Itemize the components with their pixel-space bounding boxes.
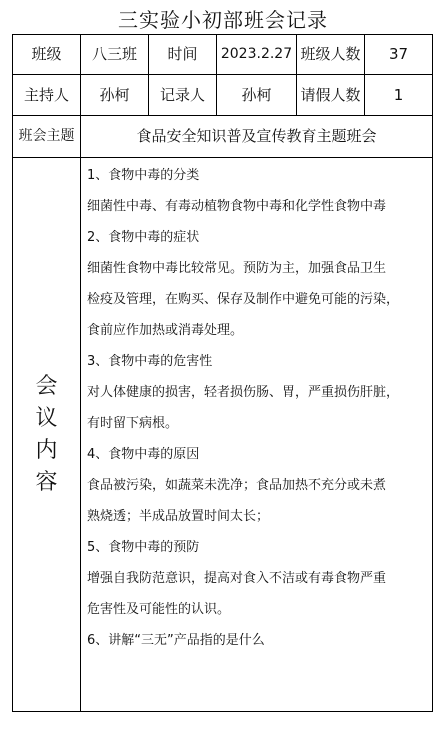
host-value: 孙柯 [81,75,149,116]
class-label: 班级 [13,35,81,75]
class-count-label: 班级人数 [297,35,365,75]
content-text: 危害性及可能性的认识。 [87,602,231,617]
content-text: 食品被污染，如蔬菜未洗净；食品加热不充分或未煮 [87,478,387,493]
content-heading: 6、讲解“三无”产品指的是什么 [87,633,265,648]
content-text: 检疫及管理，在购买、保存及制作中避免可能的污染， [87,292,400,307]
content-heading: 1、食物中毒的分类 [87,168,200,183]
recorder-label: 记录人 [149,75,217,116]
content-label-char: 内 [35,437,58,463]
leave-count-value: 1 [365,75,433,116]
content-body [81,158,433,712]
page-title: 三实验小初部班会记录 [118,8,328,32]
content-heading: 2、食物中毒的症状 [87,230,200,245]
class-count-value: 37 [365,35,433,75]
content-text: 细菌性食物中毒比较常见。预防为主，加强食品卫生 [87,261,387,276]
content-text: 细菌性中毒、有毒动植物食物中毒和化学性食物中毒 [87,199,387,214]
content-text: 熟烧透；半成品放置时间太长； [87,509,270,524]
content-text: 增强自我防范意识，提高对食入不洁或有毒食物严重 [87,571,387,586]
info-row-1 [13,35,433,75]
content-text: 有时留下病根。 [87,416,179,431]
class-value: 八三班 [81,35,149,75]
topic-value: 食品安全知识普及宣传教育主题班会 [81,116,433,158]
time-value: 2023.2.27 [217,35,297,75]
meeting-record-table [12,34,433,712]
topic-row [13,116,433,158]
content-label-char: 容 [35,469,58,495]
recorder-value: 孙柯 [217,75,297,116]
host-label: 主持人 [13,75,81,116]
time-label: 时间 [149,35,217,75]
content-row [13,158,433,712]
content-label-char: 议 [35,405,58,431]
content-text: 对人体健康的损害，轻者损伤肠、胃，严重损伤肝脏， [87,385,400,400]
content-heading: 3、食物中毒的危害性 [87,354,213,369]
leave-count-label: 请假人数 [297,75,365,116]
content-label [13,158,81,712]
content-label-char: 会 [35,373,58,399]
content-text: 食前应作加热或消毒处理。 [87,323,244,338]
info-row-2 [13,75,433,116]
content-heading: 4、食物中毒的原因 [87,447,200,462]
topic-label: 班会主题 [13,116,81,158]
content-heading: 5、食物中毒的预防 [87,540,200,555]
